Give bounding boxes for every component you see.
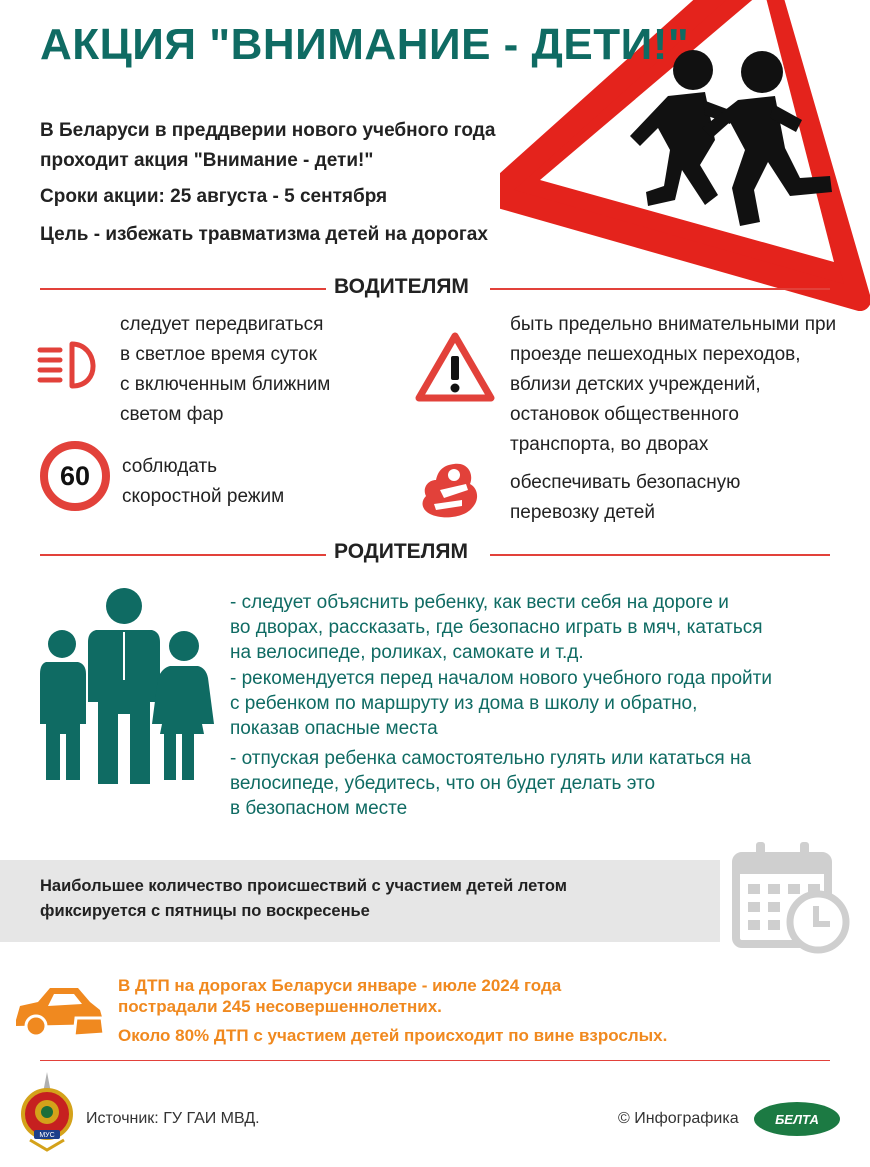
- intro-line-1: В Беларуси в преддверии нового учебного года: [40, 120, 496, 141]
- section-divider: [490, 288, 830, 290]
- intro-line-2: проходит акция "Внимание - дети!": [40, 150, 374, 171]
- source-text: Источник: ГУ ГАИ МВД.: [86, 1110, 260, 1127]
- speed-limit-icon: [40, 441, 110, 511]
- weekend-note: Наибольшее количество происшествий с участием детей летом фиксируется с пятницы по воскресенье: [40, 877, 567, 920]
- parent-advice-3: - отпуская ребенка самостоятельно гулять или кататься на велосипеде, убедитесь, что он будет делать это в безопасном месте: [230, 748, 752, 819]
- accident-stats-2: пострадали 245 несовершеннолетних.: [118, 997, 442, 1016]
- driver-rule-child-transport: обеспечивать безопасную перевозку детей: [510, 472, 741, 523]
- headlight-icon: [36, 338, 106, 392]
- family-icon: [36, 584, 216, 784]
- credit-text: © Инфографика: [618, 1110, 739, 1127]
- drivers-heading: ВОДИТЕЛЯМ: [326, 275, 477, 299]
- warning-sign-icon: [414, 330, 496, 404]
- accident-stats-1: В ДТП на дорогах Беларуси январе - июле 2024 года: [118, 976, 562, 995]
- emblem-text: МУС: [39, 1132, 55, 1139]
- parent-advice-1: - следует объяснить ребенку, как вести себя на дороге и во дворах, рассказать, где безопасно играть в мяч, кататься на велосипеде, роликах, самокате и т.д.: [230, 592, 763, 663]
- section-divider: [40, 288, 330, 290]
- driver-rule-headlights: следует передвигаться в светлое время суток с включенным ближним светом фар: [120, 314, 331, 425]
- child-seat-icon: [418, 460, 488, 522]
- campaign-goal: Цель - избежать травматизма детей на дорогах: [40, 224, 488, 245]
- ministry-emblem-logo: [16, 1070, 78, 1152]
- belta-logo: [754, 1102, 840, 1136]
- accident-stats-3: Около 80% ДТП с участием детей происходит по вине взрослых.: [118, 1026, 668, 1045]
- parent-advice-2: - рекомендуется перед началом нового учебного года пройти с ребенком по маршруту из дома в школу и обратно, показав опасные места: [230, 668, 772, 739]
- footer-divider: [40, 1060, 830, 1061]
- crashed-car-icon: [12, 980, 108, 1040]
- calendar-clock-icon: [730, 838, 850, 956]
- parents-heading: РОДИТЕЛЯМ: [326, 540, 476, 564]
- driver-rule-speed: соблюдать скоростной режим: [122, 456, 285, 507]
- page-title: АКЦИЯ "ВНИМАНИЕ - ДЕТИ!": [40, 20, 690, 69]
- belta-logo-text: БЕЛТА: [775, 1111, 819, 1127]
- section-divider: [490, 554, 830, 556]
- section-divider: [40, 554, 330, 556]
- campaign-dates: Сроки акции: 25 августа - 5 сентября: [40, 186, 388, 207]
- speed-limit-value: 60: [59, 460, 91, 491]
- driver-rule-attention: быть предельно внимательными при проезде пешеходных переходов, вблизи детских учреждений, остановок общественного транспорта, во дворах: [510, 314, 837, 455]
